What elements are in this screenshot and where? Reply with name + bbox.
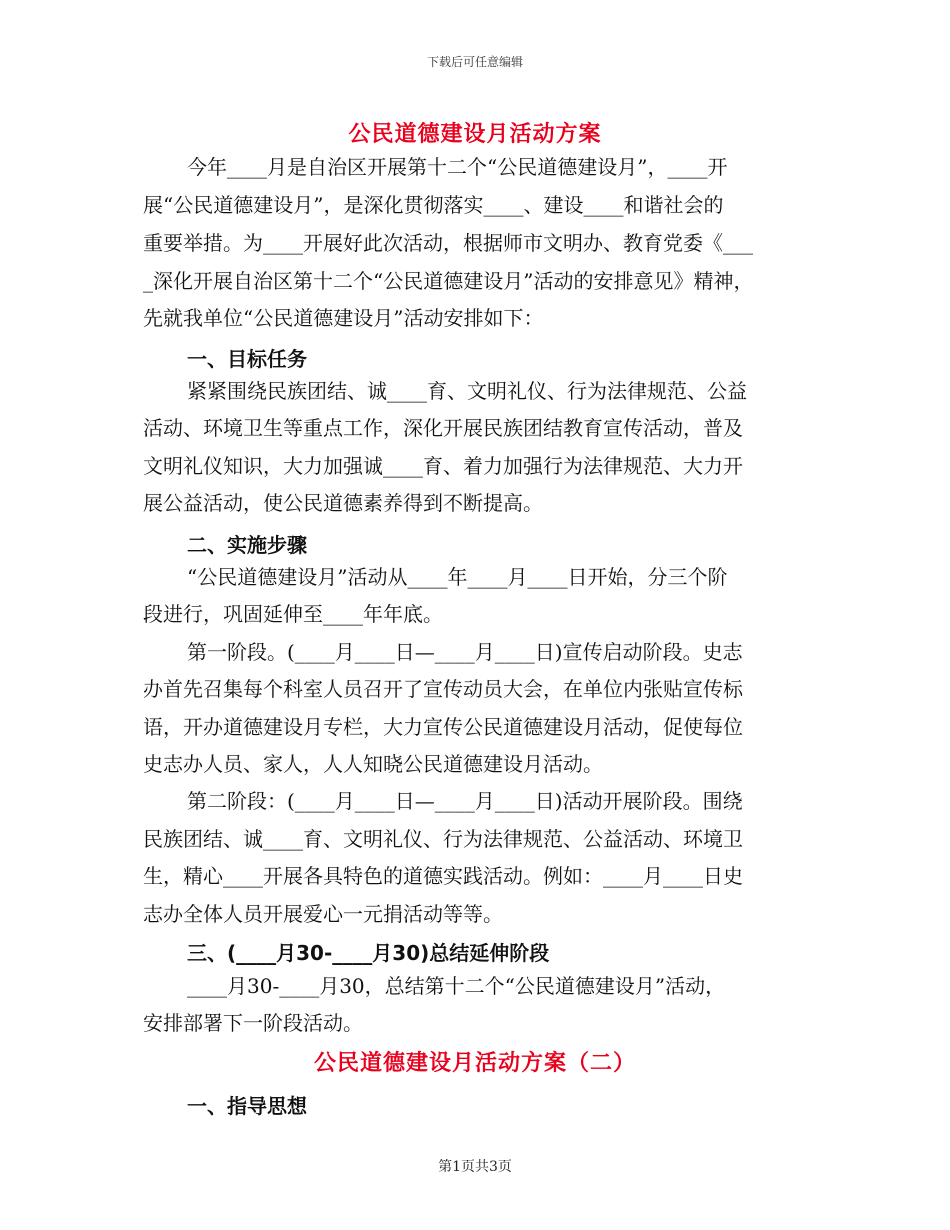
paragraph-line: 第二阶段：(____月____日—____月____日)活动开展阶段。围绕: [187, 789, 743, 813]
paragraph-line: 志办全体人员开展爱心一元捐活动等等。: [143, 902, 503, 926]
section-heading-steps: 二、实施步骤: [187, 533, 307, 557]
paragraph-line: 第一阶段。(____月____日—____月____日)宣传启动阶段。史志: [187, 640, 743, 664]
intro-line: _深化开展自治区第十二个“公民道德建设月”活动的安排意见》精神，: [143, 269, 754, 293]
section-heading-summary: 三、(____月30-____月30)总结延伸阶段: [187, 941, 550, 965]
second-title: 公民道德建设月活动方案（二）: [313, 1051, 636, 1076]
intro-line: 今年____月是自治区开展第十二个“公民道德建设月”，____开: [187, 155, 728, 179]
paragraph-line: 生，精心____开展各具特色的道德实践活动。例如：____月____日史: [143, 864, 743, 888]
intro-line: 先就我单位“公民道德建设月”活动安排如下：: [143, 306, 544, 330]
paragraph-line: 紧紧围绕民族团结、诚____育、文明礼仪、行为法律规范、公益: [187, 379, 747, 403]
paragraph-line: 语，开办道德建设月专栏，大力宣传公民道德建设月活动，促使每位: [143, 715, 743, 739]
paragraph-line: 活动、环境卫生等重点工作，深化开展民族团结教育宣传活动，普及: [143, 416, 743, 440]
paragraph-line: 段进行，巩固延伸至____年年底。: [143, 602, 443, 626]
paragraph-line: 民族团结、诚____育、文明礼仪、行为法律规范、公益活动、环境卫: [143, 827, 743, 851]
page-title: 公民道德建设月活动方案: [348, 122, 602, 147]
intro-line: 展“公民道德建设月”，是深化贯彻落实____、建设____和谐社会的: [143, 193, 724, 217]
paragraph-line: “公民道德建设月”活动从____年____月____日开始，分三个阶: [187, 565, 728, 589]
section-heading-guiding-ideology: 一、指导思想: [187, 1094, 307, 1118]
header-note: 下载后可任意编辑: [426, 55, 523, 69]
paragraph-line: 安排部署下一阶段活动。: [143, 1011, 363, 1035]
paragraph-line: 史志办人员、家人，人人知晓公民道德建设月活动。: [143, 752, 603, 776]
page-footer: 第1页共3页: [438, 1159, 512, 1175]
paragraph-line: 办首先召集每个科室人员召开了宣传动员大会，在单位内张贴宣传标: [143, 677, 743, 701]
paragraph-line: ____月30-____月30，总结第十二个“公民道德建设月”活动，: [187, 974, 726, 998]
paragraph-line: 展公益活动，使公民道德素养得到不断提高。: [143, 491, 543, 515]
section-heading-goals: 一、目标任务: [187, 347, 307, 371]
paragraph-line: 文明礼仪知识，大力加强诚____育、着力加强行为法律规范、大力开: [143, 454, 743, 478]
intro-line: 重要举措。为____开展好此次活动，根据师市文明办、教育党委《___: [143, 231, 753, 255]
